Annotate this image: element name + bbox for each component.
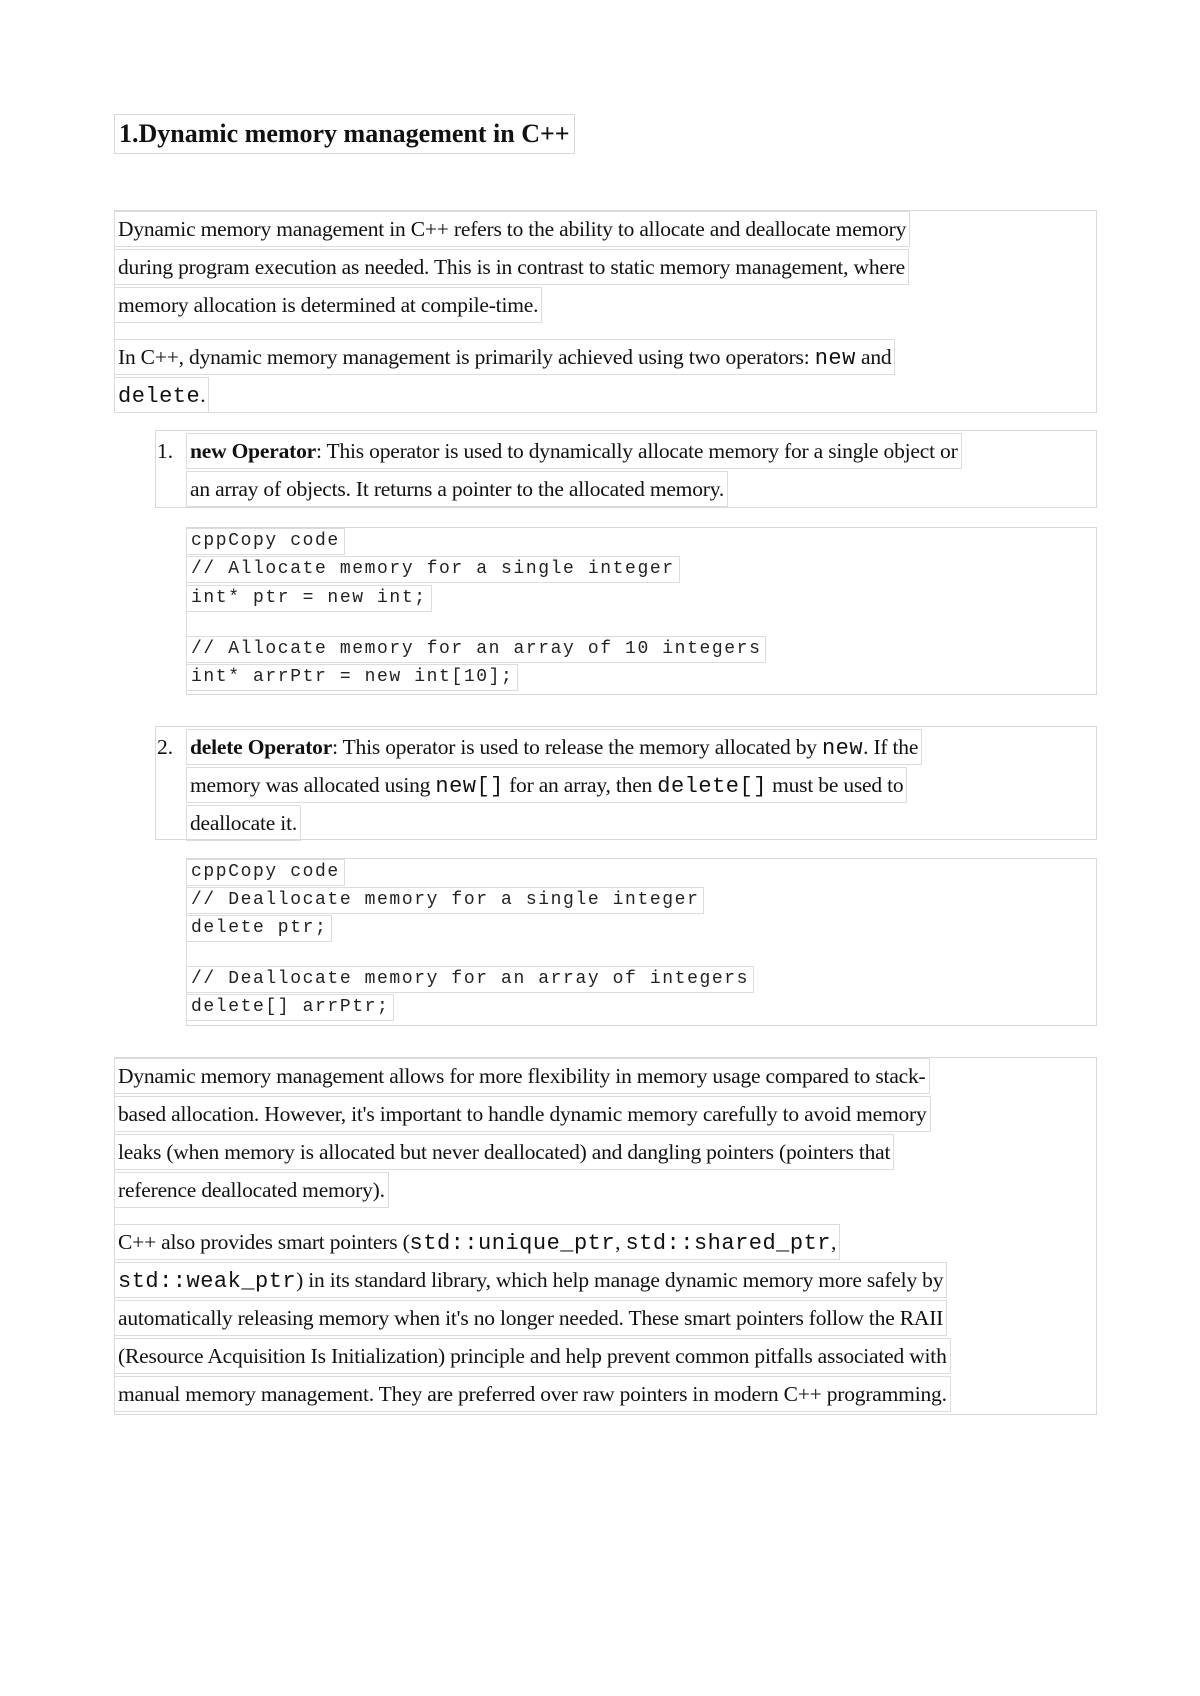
intro-operators-line-2: [114, 377, 209, 413]
item-number-1: 1.: [157, 439, 174, 463]
shared-ptr-keyword: std::shared_ptr: [625, 1231, 831, 1256]
code-line: // Deallocate memory for an array of integers: [186, 966, 754, 993]
unique-ptr-keyword: std::unique_ptr: [409, 1231, 616, 1256]
new-operator-line-2: an array of objects. It returns a pointer to the allocated memory.: [186, 471, 728, 507]
smart-pointers-line-2: [114, 1262, 947, 1298]
new-keyword: new: [821, 736, 864, 761]
closing-line-4: reference deallocated memory).: [114, 1172, 389, 1208]
smart-text: ) in its standard library, which help manage dynamic memory more safely by: [296, 1268, 944, 1292]
page-title: 1.Dynamic memory management in C++: [114, 114, 575, 154]
code-line: int* ptr = new int;: [186, 585, 432, 612]
delete-operator-line-3: deallocate it.: [186, 805, 301, 841]
closing-line-1: Dynamic memory management allows for more flexibility in memory usage compared to stack-: [114, 1058, 930, 1094]
code-line: int* arrPtr = new int[10];: [186, 664, 518, 691]
smart-sep: ,: [831, 1230, 837, 1254]
code-line: // Deallocate memory for a single integer: [186, 887, 704, 914]
code-label: cppCopy code: [186, 859, 345, 886]
operators-prefix: In C++, dynamic memory management is primarily achieved using two operators:: [118, 345, 815, 369]
code-line: // Allocate memory for a single integer: [186, 556, 680, 583]
new-operator-line-1: [186, 433, 962, 469]
smart-pointers-line-5: manual memory management. They are preferred over raw pointers in modern C++ programming.: [114, 1376, 951, 1412]
smart-pointers-line-4: (Resource Acquisition Is Initialization) principle and help prevent common pitfalls associated with: [114, 1338, 951, 1374]
delete-operator-text-b: for an array, then: [503, 773, 658, 797]
delete-operator-text-a: memory was allocated using: [190, 773, 436, 797]
closing-line-2: based allocation. However, it's important to handle dynamic memory carefully to avoid memory: [114, 1096, 931, 1132]
intro-line-1: Dynamic memory management in C++ refers to the ability to allocate and deallocate memory: [114, 211, 910, 247]
weak-ptr-keyword: std::weak_ptr: [118, 1269, 297, 1294]
intro-line-3: memory allocation is determined at compile-time.: [114, 287, 542, 323]
delete-operator-text-c: must be used to: [766, 773, 904, 797]
smart-text: C++ also provides smart pointers (: [118, 1230, 410, 1254]
new-operator-desc: : This operator is used to dynamically allocate memory for a single object or: [315, 439, 958, 463]
code-line: delete[] arrPtr;: [186, 994, 394, 1021]
new-array-keyword: new[]: [435, 774, 504, 799]
code-line: delete ptr;: [186, 915, 332, 942]
delete-operator-desc-end: . If the: [863, 735, 919, 759]
item-number-2: 2.: [157, 735, 174, 759]
smart-pointers-line-1: [114, 1224, 840, 1260]
code-line: // Allocate memory for an array of 10 integers: [186, 636, 766, 663]
delete-operator-term: delete Operator: [190, 735, 333, 759]
new-keyword: new: [814, 346, 856, 371]
closing-line-3: leaks (when memory is allocated but never deallocated) and dangling pointers (pointers that: [114, 1134, 894, 1170]
intro-line-2: during program execution as needed. This is in contrast to static memory management, where: [114, 249, 909, 285]
delete-keyword: delete: [118, 384, 201, 409]
delete-operator-desc: : This operator is used to release the memory allocated by: [332, 735, 822, 759]
delete-operator-line-2: [186, 767, 907, 803]
delete-array-keyword: delete[]: [657, 774, 767, 799]
new-operator-term: new Operator: [190, 439, 316, 463]
delete-operator-line-1: [186, 729, 922, 765]
code-label: cppCopy code: [186, 528, 345, 555]
operators-end: .: [200, 383, 206, 407]
operators-and: and: [855, 345, 892, 369]
smart-pointers-line-3: automatically releasing memory when it's no longer needed. These smart pointers follow the RAII: [114, 1300, 947, 1336]
intro-operators-line: [114, 339, 895, 375]
smart-sep: ,: [615, 1230, 626, 1254]
